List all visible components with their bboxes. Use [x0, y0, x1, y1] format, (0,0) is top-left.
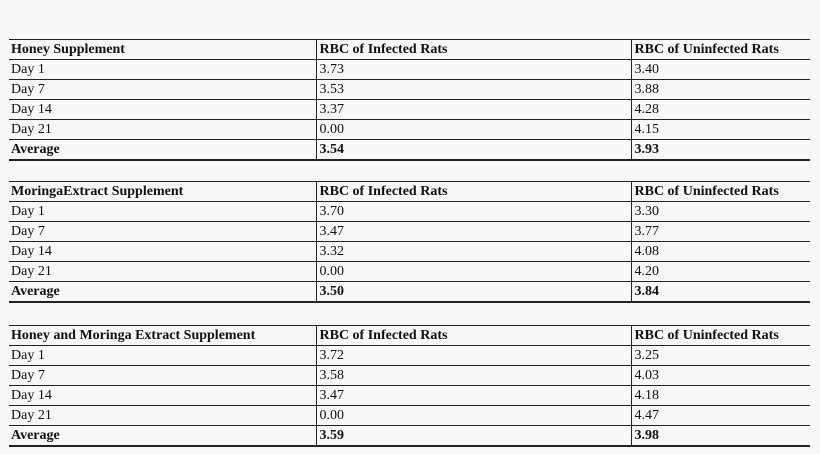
- row-label: Day 1: [9, 346, 316, 366]
- uninfected-value: 4.18: [631, 386, 810, 406]
- row-label: Day 21: [9, 120, 316, 140]
- row-label: Day 1: [9, 60, 316, 80]
- header-uninfected: RBC of Uninfected Rats: [631, 40, 810, 60]
- table-header-row: [9, 182, 810, 202]
- table-row: [9, 346, 810, 366]
- table-row: [9, 80, 810, 100]
- average-label: Average: [9, 426, 316, 447]
- row-label: Day 7: [9, 80, 316, 100]
- header-group-label: MoringaExtract Supplement: [9, 182, 316, 202]
- row-label: Day 14: [9, 100, 316, 120]
- table-row: [9, 222, 810, 242]
- table-row: [9, 262, 810, 282]
- average-row: [9, 282, 810, 303]
- uninfected-value: 4.20: [631, 262, 810, 282]
- table-row: [9, 366, 810, 386]
- row-label: Day 7: [9, 222, 316, 242]
- header-infected: RBC of Infected Rats: [316, 326, 631, 346]
- uninfected-value: 3.88: [631, 80, 810, 100]
- row-label: Day 21: [9, 262, 316, 282]
- uninfected-value: 4.47: [631, 406, 810, 426]
- honey-supplement-table: [9, 39, 810, 161]
- average-infected: 3.50: [316, 282, 631, 303]
- infected-value: 3.47: [316, 386, 631, 406]
- infected-value: 3.37: [316, 100, 631, 120]
- infected-value: 3.73: [316, 60, 631, 80]
- infected-value: 3.70: [316, 202, 631, 222]
- average-infected: 3.54: [316, 140, 631, 161]
- row-label: Day 7: [9, 366, 316, 386]
- row-label: Day 1: [9, 202, 316, 222]
- infected-value: 3.32: [316, 242, 631, 262]
- uninfected-value: 4.03: [631, 366, 810, 386]
- header-uninfected: RBC of Uninfected Rats: [631, 326, 810, 346]
- average-uninfected: 3.84: [631, 282, 810, 303]
- honey-moringa-supplement-table: [9, 325, 810, 447]
- row-label: Day 14: [9, 386, 316, 406]
- infected-value: 3.53: [316, 80, 631, 100]
- average-row: [9, 426, 810, 447]
- average-uninfected: 3.98: [631, 426, 810, 447]
- infected-value: 0.00: [316, 406, 631, 426]
- header-group-label: Honey and Moringa Extract Supplement: [9, 326, 316, 346]
- infected-value: 3.47: [316, 222, 631, 242]
- table-row: [9, 202, 810, 222]
- header-infected: RBC of Infected Rats: [316, 182, 631, 202]
- moringa-supplement-table: [9, 181, 810, 303]
- average-label: Average: [9, 282, 316, 303]
- table-row: [9, 242, 810, 262]
- infected-value: 3.58: [316, 366, 631, 386]
- average-label: Average: [9, 140, 316, 161]
- row-label: Day 14: [9, 242, 316, 262]
- table-row: [9, 406, 810, 426]
- header-uninfected: RBC of Uninfected Rats: [631, 182, 810, 202]
- table-row: [9, 60, 810, 80]
- uninfected-value: 3.25: [631, 346, 810, 366]
- average-uninfected: 3.93: [631, 140, 810, 161]
- table-row: [9, 120, 810, 140]
- uninfected-value: 3.77: [631, 222, 810, 242]
- uninfected-value: 4.15: [631, 120, 810, 140]
- infected-value: 0.00: [316, 262, 631, 282]
- table-header-row: [9, 40, 810, 60]
- infected-value: 3.72: [316, 346, 631, 366]
- uninfected-value: 4.08: [631, 242, 810, 262]
- table-header-row: [9, 326, 810, 346]
- uninfected-value: 3.40: [631, 60, 810, 80]
- header-infected: RBC of Infected Rats: [316, 40, 631, 60]
- header-group-label: Honey Supplement: [9, 40, 316, 60]
- infected-value: 0.00: [316, 120, 631, 140]
- average-row: [9, 140, 810, 161]
- uninfected-value: 3.30: [631, 202, 810, 222]
- table-row: [9, 386, 810, 406]
- uninfected-value: 4.28: [631, 100, 810, 120]
- table-row: [9, 100, 810, 120]
- row-label: Day 21: [9, 406, 316, 426]
- average-infected: 3.59: [316, 426, 631, 447]
